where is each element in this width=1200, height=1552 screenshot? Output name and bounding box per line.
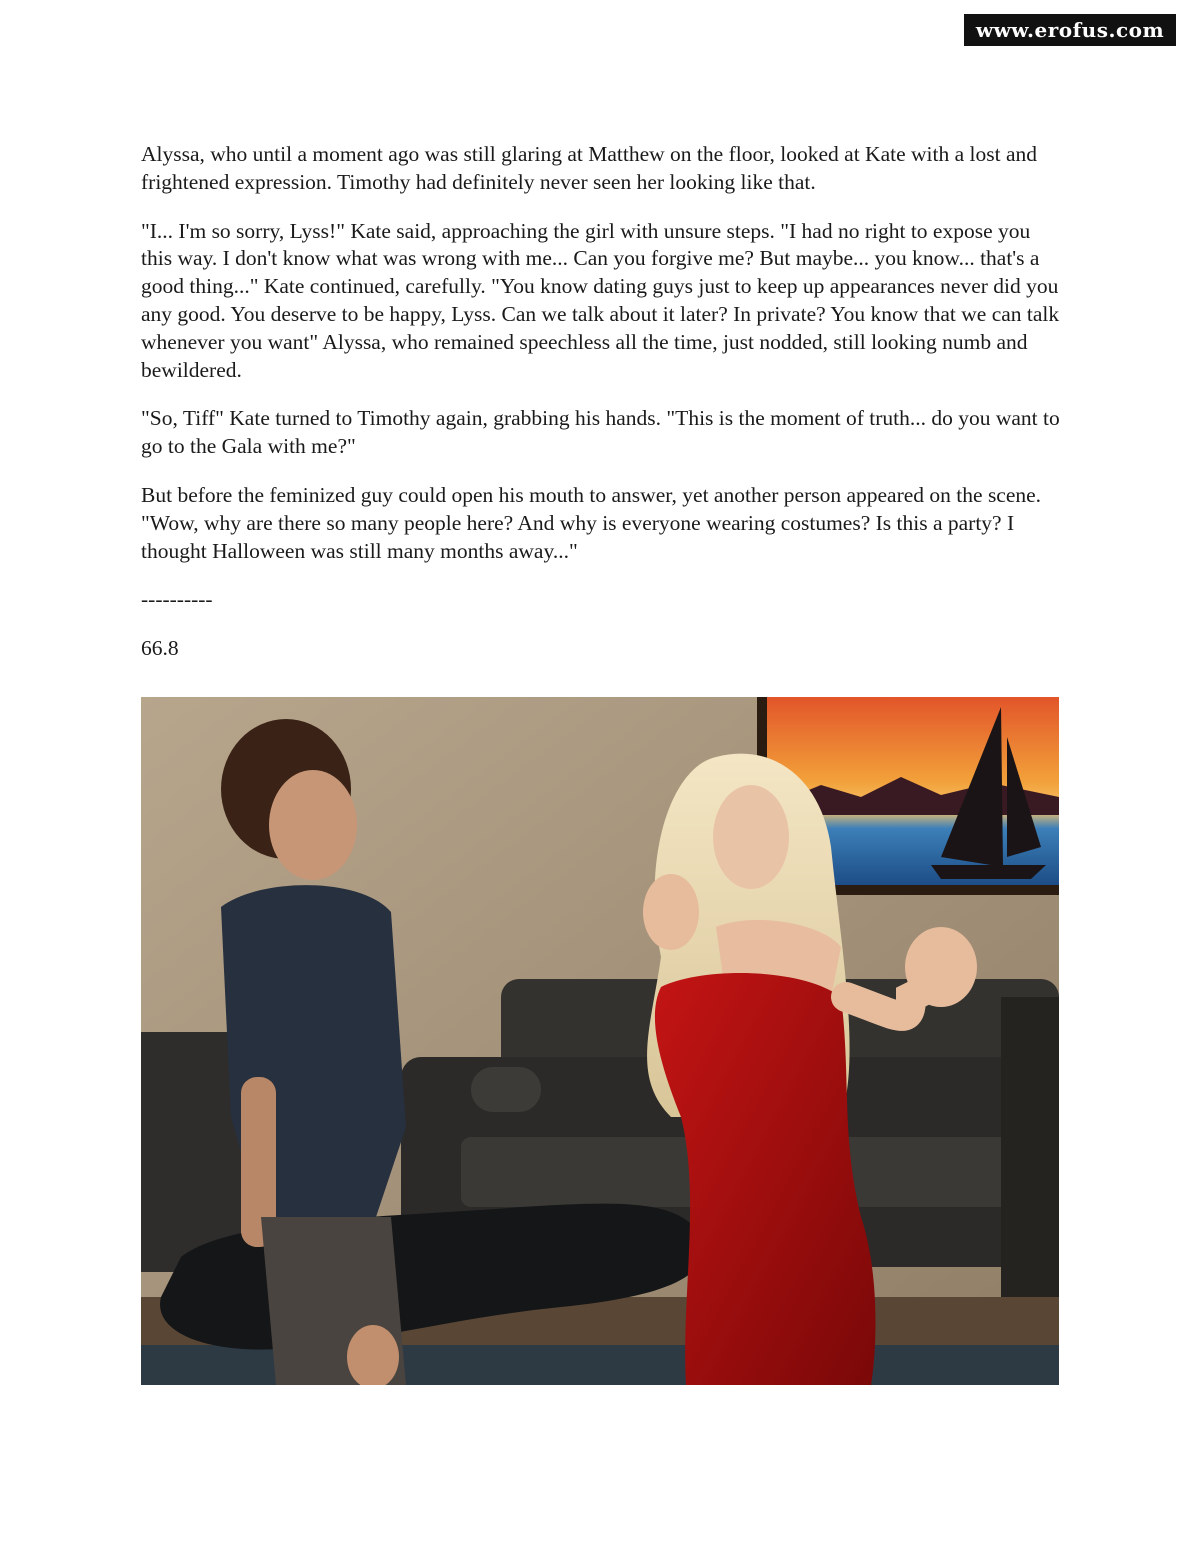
story-text bbox=[141, 141, 1066, 684]
paragraph-3: "So, Tiff" Kate turned to Timothy again, grabbing his hands. "This is the moment of truth... do you want to go to the Gala with me?" bbox=[141, 406, 1060, 459]
paragraph-1: Alyssa, who until a moment ago was still glaring at Matthew on the floor, looked at Kate with a lost and frightened expression. Timothy had definitely never seen her looking like that. bbox=[141, 142, 1037, 194]
section-number: 66.8 bbox=[141, 636, 179, 661]
site-watermark: www.erofus.com bbox=[964, 14, 1176, 46]
paragraph-2: "I... I'm so sorry, Lyss!" Kate said, approaching the girl with unsure steps. "I had no right to expose you this way. I don't know what was wrong with me... Can you forgive me? But maybe... you know... that's a good thing..." Kate continued, carefully. "You know dating guys just to keep up appearances never did you any good. You deserve to be happy, Lyss. Can we talk about it later? In private? You know that we can talk whenever you want" Alyssa, who remained speechless all the time, just nodded, still looking numb and bewildered. bbox=[141, 218, 1060, 382]
scene-illustration bbox=[141, 697, 1059, 1385]
section-divider: ---------- bbox=[141, 587, 213, 612]
paragraph-4: But before the feminized guy could open his mouth to answer, yet another person appeared on the scene. "Wow, why are there so many people here? And why is everyone wearing costumes? Is this a party? I thought Halloween was still many months away..." bbox=[141, 482, 1042, 563]
